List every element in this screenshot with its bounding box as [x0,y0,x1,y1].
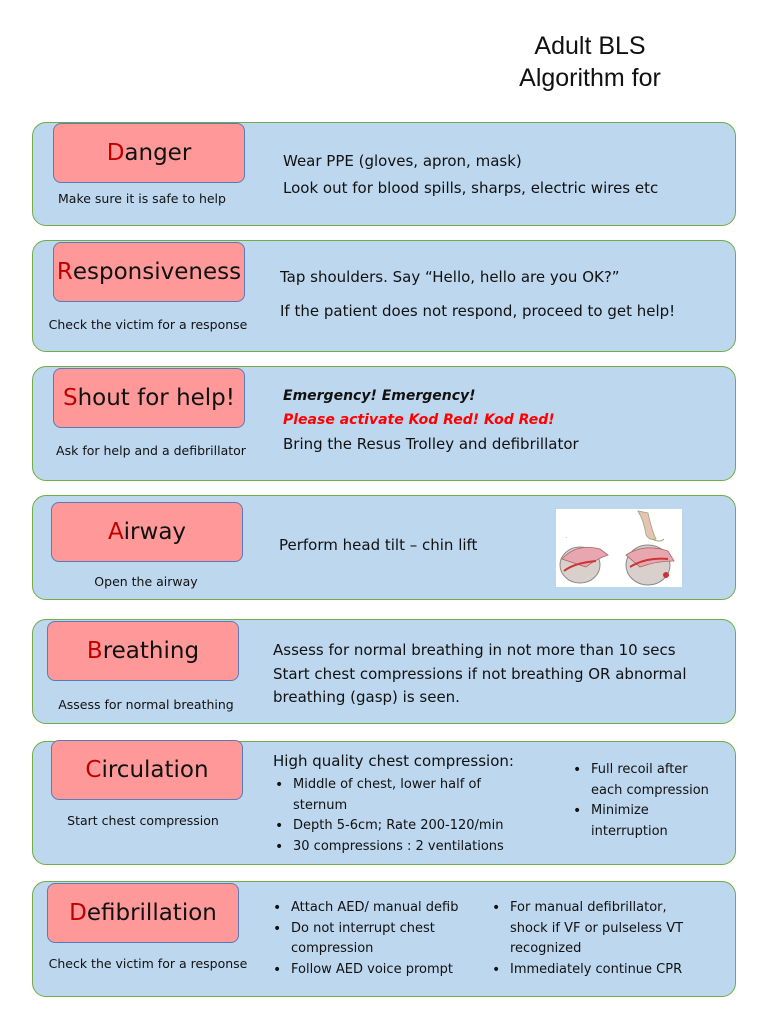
emergency-call-line: Emergency! Emergency! [283,388,476,404]
bullet-line: • Full recoil after [591,762,688,777]
bullet-item [271,960,458,981]
compression-bullets-right [571,760,709,842]
step-line: Wear PPE (gloves, apron, mask) [283,152,522,170]
step-title-defibrillation [47,883,239,943]
step-initial: A [107,519,124,545]
step-shout-for-help [32,366,736,481]
kod-red-line: Please activate Kod Red! Kod Red! [283,412,555,428]
step-title-rest: anger [124,140,192,166]
step-line: If the patient does not respond, proceed to get help! [280,302,676,320]
bullet-line: sternum [293,797,348,813]
compression-heading: High quality chest compression: [273,752,514,770]
bullet-line: • Follow AED voice prompt [291,961,453,977]
step-title-breathing [47,621,239,681]
bullet-item [273,816,504,837]
bullet-line: • Attach AED/ manual defib [291,900,459,915]
step-subtitle: Check the victim for a response [48,317,248,332]
step-subtitle: Ask for help and a defibrillator [56,443,246,458]
document-title [500,30,680,94]
defib-bullets-right [490,898,683,980]
svg-text:·: · [566,535,568,541]
bullet-line: • Depth 5-6cm; Rate 200-120/min [293,818,504,833]
step-line: Assess for normal breathing in not more than 10 secs [273,641,676,659]
step-line: Bring the Resus Trolley and defibrillator [283,435,579,453]
bullet-item [273,775,504,816]
bullet-line: • For manual defibrillator, [510,900,667,915]
step-subtitle: Assess for normal breathing [58,697,234,712]
step-initial: B [86,638,103,664]
bullet-item [490,898,683,960]
step-title-rest: esponsiveness [72,259,242,285]
bullet-item [571,760,709,801]
step-airway [32,495,736,600]
bullet-line: recognized [510,941,582,956]
step-title-danger [53,123,245,183]
step-circulation [32,741,736,865]
step-title-rest: efibrillation [86,900,217,926]
defib-bullets-left [271,898,458,980]
compression-bullets-left [273,775,504,857]
document-title-line-2: Algorithm for [519,64,661,92]
step-line: Look out for blood spills, sharps, electric wires etc [283,179,659,197]
step-line: Start chest compressions if not breathing OR abnormal [273,665,687,683]
step-initial: R [56,259,73,285]
bullet-line: compression [291,941,374,956]
bullet-line: interruption [591,823,668,839]
head-tilt-chin-lift-illustration-icon [556,509,682,587]
bullet-line: • Immediately continue CPR [510,961,683,977]
step-line: breathing (gasp) is seen. [273,688,460,706]
step-line: Tap shoulders. Say “Hello, hello are you OK?” [280,268,620,286]
step-subtitle: Start chest compression [67,813,219,828]
step-initial: S [62,385,78,411]
step-title-rest: irway [123,519,187,545]
bullet-line: • Middle of chest, lower half of [293,777,481,792]
step-title-responsiveness [53,242,245,302]
bullet-item [490,960,683,981]
step-initial: C [85,757,102,783]
step-title-airway [51,502,243,562]
bullet-line: • Minimize [591,803,649,818]
step-line: Perform head tilt – chin lift [279,536,478,554]
step-title-circulation [51,740,243,800]
bullet-item [273,837,504,858]
step-responsiveness [32,240,736,352]
step-initial: D [106,140,125,166]
bullet-line: • 30 compressions : 2 ventilations [293,838,504,854]
document-title-line-1: Adult BLS [534,32,646,60]
step-title-rest: hout for help! [77,385,236,411]
bullet-item [271,919,458,960]
step-danger [32,122,736,226]
step-defibrillation [32,881,736,997]
step-initial: D [69,900,87,926]
bullet-line: • Do not interrupt chest [291,920,435,936]
step-title-rest: irculation [101,757,209,783]
bullet-item [571,801,709,842]
step-subtitle: Open the airway [94,574,198,589]
step-title-rest: reathing [102,638,200,664]
bullet-item [271,898,458,919]
step-subtitle: Make sure it is safe to help [58,191,226,206]
bullet-line: each compression [591,782,709,798]
step-title-shout-for-help [53,368,245,428]
step-subtitle: Check the victim for a response [48,956,248,971]
step-breathing [32,619,736,724]
bullet-line: shock if VF or pulseless VT [510,920,684,936]
